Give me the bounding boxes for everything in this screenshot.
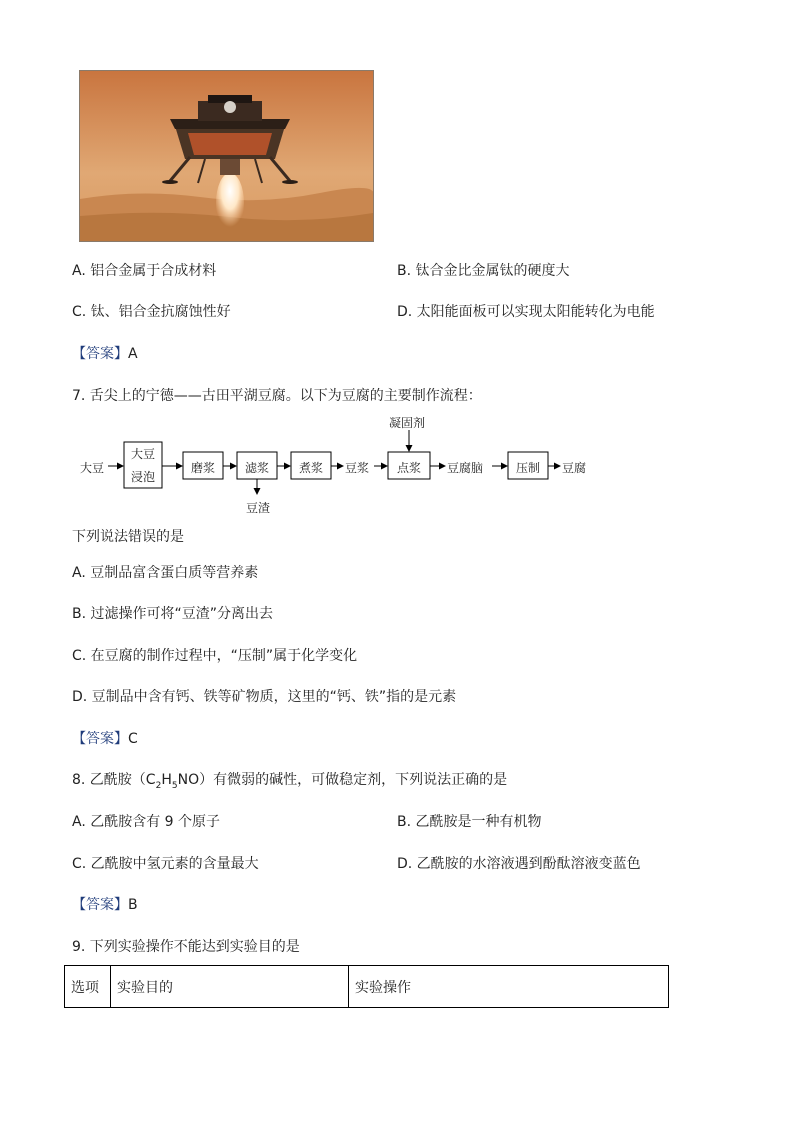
header-cell-operation: 实验操作	[349, 966, 669, 1008]
q8-option-c: C. 乙酰胺中氢元素的含量最大	[72, 856, 259, 872]
q8-option-d: D. 乙酰胺的水溶液遇到酚酞溶液变蓝色	[397, 856, 641, 872]
q9-table	[64, 965, 669, 1008]
answer-label: 【答案】	[72, 731, 128, 747]
flow-end: 豆腐	[562, 461, 587, 475]
flow-byproduct: 豆渣	[246, 501, 271, 515]
flow-start: 大豆	[80, 461, 105, 475]
q6-answer	[72, 343, 138, 363]
q7-question: 下列说法错误的是	[72, 529, 184, 545]
flow-step5: 点浆	[397, 461, 422, 475]
q7-stem: 7. 舌尖上的宁德——古田平湖豆腐。以下为豆腐的主要制作流程：	[72, 388, 482, 404]
mars-lander-photo	[79, 70, 374, 242]
q8-stem-part: 8. 乙酰胺（C	[72, 772, 156, 788]
flow-step1-line1: 大豆	[131, 447, 156, 461]
answer-value: B	[128, 897, 138, 913]
q8-answer	[72, 894, 138, 914]
q6-option-b: B. 钛合金比金属钛的硬度大	[397, 263, 570, 279]
q7-option-a: A. 豆制品富含蛋白质等营养素	[72, 565, 259, 581]
header-cell-purpose: 实验目的	[111, 966, 349, 1008]
flow-step4: 煮浆	[299, 461, 324, 475]
q6-option-c: C. 钛、铝合金抗腐蚀性好	[72, 304, 231, 320]
flow-mid2: 豆腐脑	[447, 461, 484, 475]
q9-stem: 9. 下列实验操作不能达到实验目的是	[72, 939, 300, 955]
flow-coagulant: 凝固剂	[389, 416, 426, 430]
table-header-row	[65, 966, 669, 1008]
flow-step3: 滤浆	[245, 461, 270, 475]
tofu-process-flowchart	[78, 412, 598, 522]
flow-step2: 磨浆	[191, 461, 216, 475]
q7-option-c: C. 在豆腐的制作过程中，“压制”属于化学变化	[72, 648, 358, 664]
q8-stem	[72, 769, 507, 791]
answer-value: A	[128, 346, 138, 362]
flow-step6: 压制	[516, 461, 541, 475]
q6-option-d: D. 太阳能面板可以实现太阳能转化为电能	[397, 304, 655, 320]
answer-label: 【答案】	[72, 346, 128, 362]
q8-option-b: B. 乙酰胺是一种有机物	[397, 814, 542, 830]
flow-mid1: 豆浆	[345, 461, 370, 475]
q7-answer	[72, 728, 138, 748]
header-cell-option: 选项	[65, 966, 111, 1008]
q8-stem-part: NO）有微弱的碱性，可做稳定剂，下列说法正确的是	[177, 772, 508, 788]
q8-stem-part: H	[161, 772, 172, 788]
q6-option-a: A. 铝合金属于合成材料	[72, 263, 217, 279]
q7-option-d: D. 豆制品中含有钙、铁等矿物质，这里的“钙、铁”指的是元素	[72, 689, 457, 705]
flow-step1-line2: 浸泡	[131, 470, 156, 484]
q8-subscript: 2	[155, 780, 162, 791]
q7-option-b: B. 过滤操作可将“豆渣”分离出去	[72, 606, 274, 622]
answer-value: C	[128, 731, 138, 747]
q8-subscript: 5	[171, 780, 178, 791]
answer-label: 【答案】	[72, 897, 128, 913]
q8-option-a: A. 乙酰胺含有 9 个原子	[72, 814, 221, 830]
